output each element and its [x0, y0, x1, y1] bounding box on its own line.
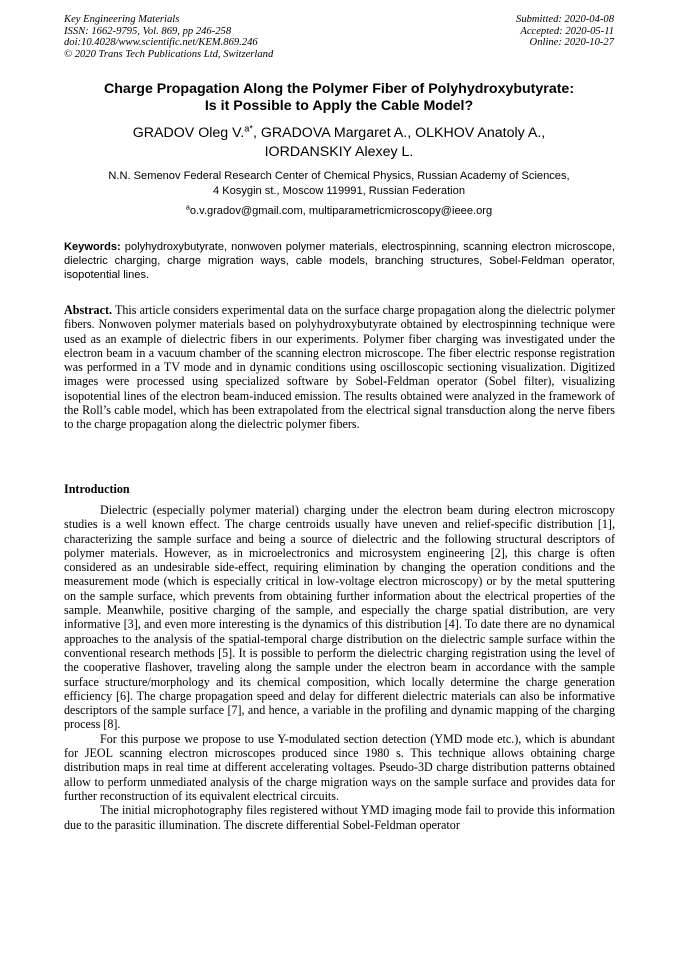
- authors-line-2: IORDANSKIY Alexey L.: [264, 144, 414, 160]
- journal-info: [64, 14, 273, 60]
- affiliation-line-2: 4 Kosygin st., Moscow 119991, Russian Federation: [212, 185, 465, 197]
- paragraph: The initial microphotography files registered without YMD imaging mode fail to provide this information due to the parasitic illumination. The discrete differential Sobel-Feldman operator: [64, 803, 615, 832]
- title-line-2: Is it Possible to Apply the Cable Model?: [204, 98, 474, 114]
- journal-name: Key Engineering Materials: [64, 14, 180, 25]
- title-line-1: Charge Propagation Along the Polymer Fiber of Polyhydroxybutyrate:: [103, 81, 575, 97]
- keywords-text: polyhydroxybutyrate, nonwoven polymer materials, electrospinning, scanning electron microscope, dielectric charging, charge migration ways, cable models, branching structures, Sobel-Feldman operator, isopotential lines.: [64, 241, 615, 281]
- accepted-date: Accepted: 2020-05-11: [520, 25, 614, 37]
- abstract-label: Abstract.: [64, 303, 113, 317]
- email-text: o.v.gradov@gmail.com, multiparametricmicroscopy@ieee.org: [189, 205, 493, 217]
- copyright: © 2020 Trans Tech Publications Ltd, Switzerland: [64, 48, 274, 60]
- affiliation-line-1: N.N. Semenov Federal Research Center of Chemical Physics, Russian Academy of Sciences,: [108, 170, 570, 182]
- publication-dates: [516, 14, 614, 49]
- author-list: [40, 124, 638, 162]
- paper-title: [40, 81, 638, 115]
- online-date: Online: 2020-10-27: [529, 37, 614, 49]
- submitted-date: Submitted: 2020-04-08: [516, 14, 614, 25]
- journal-doi: doi:10.4028/www.scientific.net/KEM.869.246: [64, 37, 258, 49]
- section-heading: Introduction: [64, 482, 130, 496]
- author-name: GRADOV Oleg V.: [132, 125, 245, 141]
- introduction-body: [64, 503, 615, 832]
- authors-line-1: [40, 124, 638, 143]
- paragraph: For this purpose we propose to use Y-modulated section detection (YMD mode etc.), which is abundant for JEOL scanning electron microscopes produced since 1980 s. This technique allows obtaining charge distribution maps in real time at different accelerating voltages. Pseudo-3D charge distribution patterns obtained allow to perform unmediated analysis of the charge migration ways on the sample surface and provides data for further reconstruction of its equivalent electrical circuits.: [64, 731, 615, 803]
- email-mark: a: [185, 202, 190, 212]
- affiliation: [40, 169, 638, 199]
- author-affiliation-mark: a*: [244, 123, 253, 134]
- keywords-label: Keywords:: [64, 241, 121, 253]
- paragraph: Dielectric (especially polymer material) charging under the electron beam during electron microscopy studies is a well known effect. The charge centroids usually have uneven and relief-specific distribution [1], characterizing the sample surface and being a source of dielectric and the following structural descriptors of polymer materials. However, as in microelectronics and microsystem engineering [2], this charge is often considered as an undesirable side-effect, requiring elimination by changing the operation conditions and the measurement mode (which is especially critical in low-voltage electron microscopy) or by the metal sputtering on the sample surface, which prevents from obtaining further information about the electrical properties of the sample. Meanwhile, positive charging of the sample, and especially the charge spatial distribution, are very informative [3], and even more interesting is the dynamics of this distribution [4]. To date there are no dynamical approaches to the analysis of the spatial-temporal charge distribution on the dielectric sample surface within the conventional research methods [5]. It is possible to perform the dielectric charging registration using the level of the cooperative flashover, traveling along the sample under the electron beam in accordance with the sample surface structure/morphology and its chemical composition, which locally determine the charge generation efficiency [6]. The charge propagation speed and delay for different dielectric materials can also be informative descriptors of the sample surface [7], and hence, a variable in the profiling and dynamic mapping of the charging process [8].: [64, 503, 615, 732]
- keywords-block: [64, 240, 615, 282]
- abstract-block: [64, 303, 615, 432]
- author-names: , GRADOVA Margaret A., OLKHOV Anatoly A.,: [252, 125, 546, 141]
- journal-issn: ISSN: 1662-9795, Vol. 869, pp 246-258: [64, 25, 232, 37]
- abstract-text: This article considers experimental data on the surface charge propagation along the dielectric polymer fibers. Nonwoven polymer materials based on polyhydroxybutyrate obtained by electrospinning technique were used as an example of dielectric fibers in our experiments. Polymer fiber charging was investigated under the electron beam in a vacuum chamber of the scanning electron microscope. The fiber electric response registration was performed in a TV mode and in dynamic conditions using oscilloscopic sectioning visualization. Digitized images were processed using specialized software by Sobel-Feldman operator (Sobel filter), visualizing isopotential lines of the electron beam-induced emission. The results obtained were analyzed in the framework of the Roll’s cable model, which has been extrapolated from the electrical signal transduction along the nerve fibers to the charge propagation along the dielectric polymer fibers.: [64, 303, 615, 432]
- contact-emails: [40, 204, 638, 218]
